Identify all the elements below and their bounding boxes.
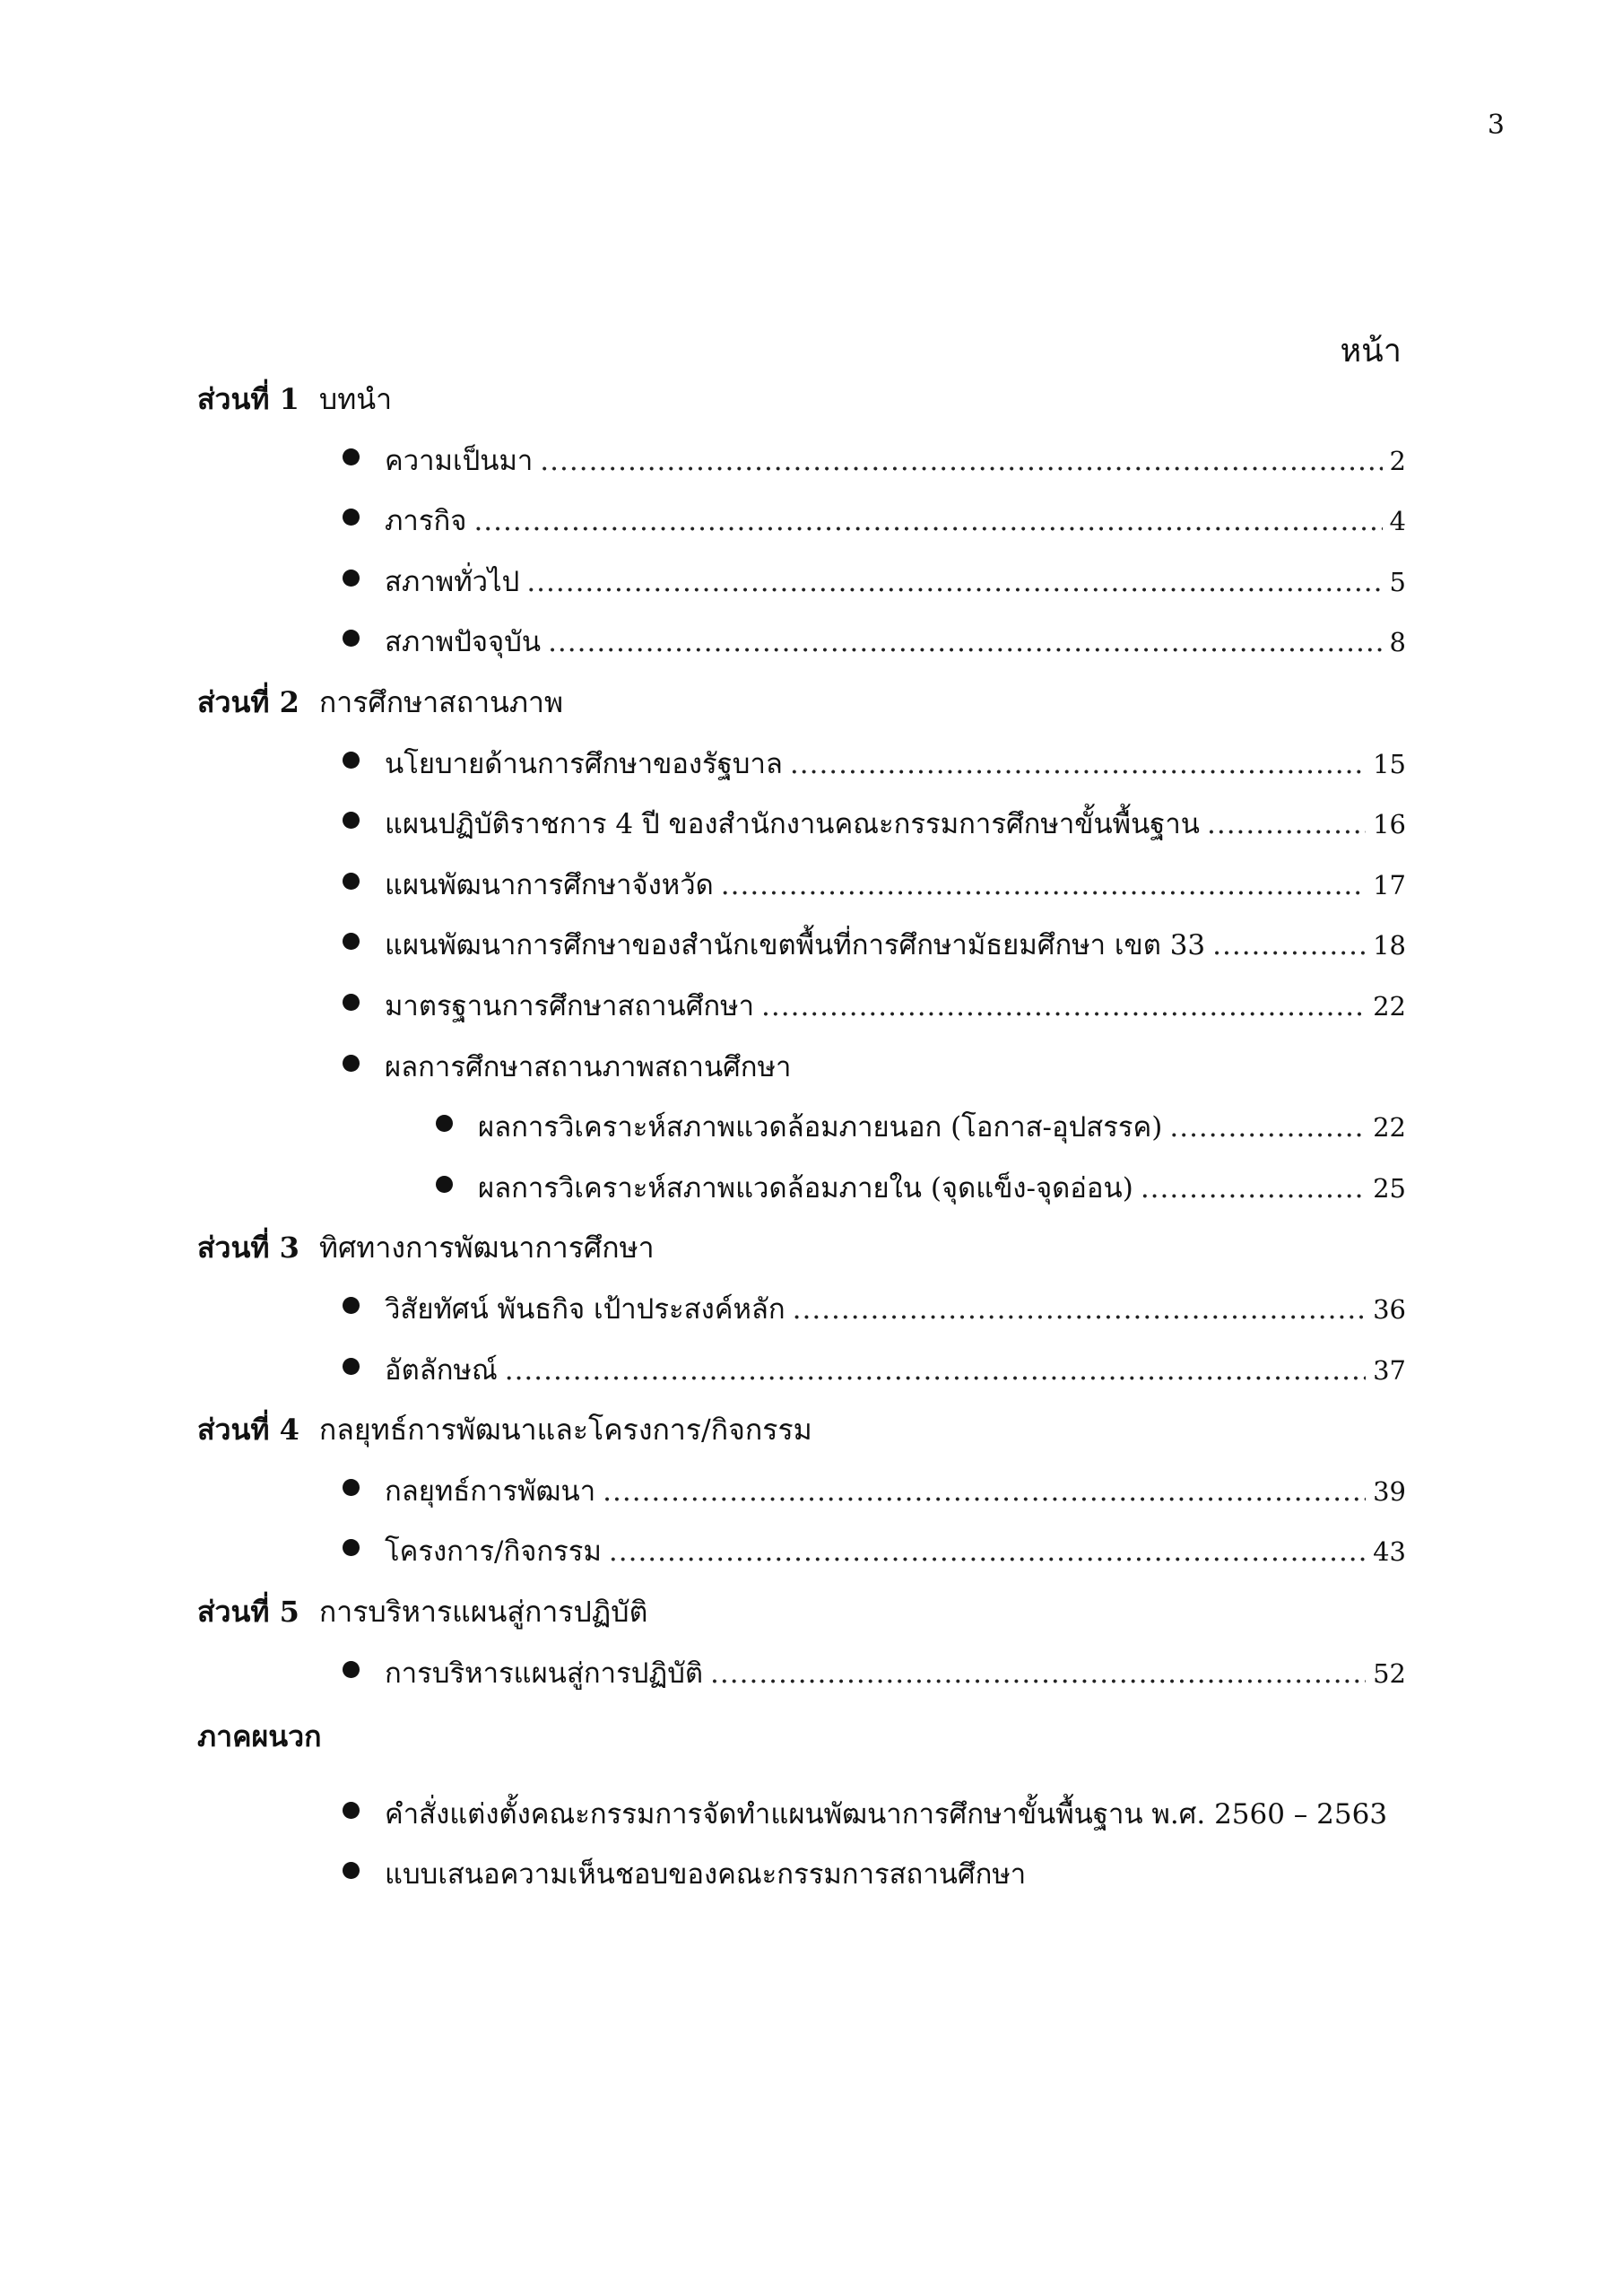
toc-entry-text: สภาพปัจจุบัน: [385, 626, 542, 659]
toc-entry-text: ความเป็นมา: [385, 444, 534, 477]
bullet-icon: [343, 752, 360, 769]
toc-entry-text: อัตลักษณ์: [385, 1353, 498, 1387]
appendix-entry: [343, 1851, 1026, 1896]
dot-leader: [721, 869, 1366, 901]
toc-entry-text: กลยุทธ์การพัฒนา: [385, 1474, 596, 1508]
dot-leader: [505, 1354, 1366, 1387]
bullet-icon: [343, 1661, 360, 1678]
page-column-label: หน้า: [1340, 333, 1402, 370]
toc-entry-text: โครงการ/กิจกรรม: [385, 1535, 602, 1569]
dot-leader: [473, 505, 1382, 537]
toc-entry: [436, 1165, 1406, 1210]
bullet-icon: [343, 448, 360, 465]
toc-entry: [436, 1104, 1406, 1149]
bullet-icon: [343, 994, 360, 1011]
section-number: ส่วนที่ 4: [197, 1413, 299, 1448]
bullet-icon: [343, 812, 360, 829]
toc-page-number: 25: [1373, 1172, 1406, 1204]
toc-page-number: 16: [1373, 809, 1406, 840]
toc-entry: [343, 1528, 1406, 1573]
toc-entry-text: ผลการวิเคราะห์สภาพแวดล้อมภายใน (จุดแข็ง-จุดอ่อน): [478, 1171, 1133, 1205]
toc-page-number: 5: [1389, 566, 1406, 597]
toc-entry-text: มาตรฐานการศึกษาสถานศึกษา: [385, 990, 755, 1022]
dot-leader: [603, 1475, 1366, 1508]
toc-entry: [343, 1650, 1406, 1695]
dot-leader: [1212, 929, 1366, 961]
toc-entry: [343, 498, 1406, 543]
dot-leader: [790, 748, 1366, 780]
dot-leader: [793, 1293, 1366, 1326]
dot-leader: [548, 626, 1382, 658]
toc-entry-text: แผนพัฒนาการศึกษาของสำนักเขตพื้นที่การศึกษามัธยมศึกษา เขต 33: [385, 929, 1206, 962]
toc-page-number: 36: [1373, 1294, 1406, 1325]
bullet-icon: [343, 1802, 360, 1819]
section-title: การศึกษาสถานภาพ: [318, 685, 564, 719]
dot-leader: [540, 445, 1382, 477]
bullet-icon: [343, 1055, 360, 1072]
bullet-icon: [343, 570, 360, 587]
dot-leader: [1207, 808, 1366, 840]
bullet-icon: [436, 1115, 453, 1132]
appendix-heading: ภาคผนวก: [197, 1719, 322, 1754]
toc-page-number: 22: [1373, 991, 1406, 1022]
toc-entry: [343, 438, 1406, 483]
appendix-entry: [343, 1791, 1387, 1836]
section-heading: [197, 377, 392, 422]
bullet-icon: [343, 1479, 360, 1496]
toc-entry: [343, 983, 1406, 1028]
bullet-icon: [343, 1358, 360, 1375]
toc-page-number: 22: [1373, 1112, 1406, 1144]
toc-page-number: 18: [1373, 930, 1406, 961]
dot-leader: [609, 1535, 1366, 1568]
section-title: การบริหารแผนสู่การปฏิบัติ: [318, 1595, 648, 1629]
toc-entry-text: วิสัยทัศน์ พันธกิจ เป้าประสงค์หลัก: [385, 1293, 785, 1326]
bullet-icon: [343, 1539, 360, 1556]
toc-entry-text: นโยบายด้านการศึกษาของรัฐบาล: [385, 747, 783, 780]
section-title: ทิศทางการพัฒนาการศึกษา: [318, 1231, 655, 1265]
toc-entry: [343, 559, 1406, 604]
toc-page-number: 43: [1373, 1536, 1406, 1568]
toc-page-number: 8: [1389, 627, 1406, 658]
toc-page-number: 15: [1373, 748, 1406, 779]
appendix-entry-text: แบบเสนอความเห็นชอบของคณะกรรมการสถานศึกษา: [385, 1858, 1027, 1892]
toc-entry: [343, 801, 1406, 846]
section-heading: [197, 1407, 812, 1453]
toc-entry: [343, 741, 1406, 786]
toc-entry-text: ผลการวิเคราะห์สภาพแวดล้อมภายนอก (โอกาส-อุปสรรค): [478, 1111, 1163, 1144]
toc-entry: [343, 1468, 1406, 1513]
toc-entry-text: แผนพัฒนาการศึกษาจังหวัด: [385, 868, 714, 901]
dot-leader: [526, 566, 1382, 598]
toc-entry: [343, 619, 1406, 664]
toc-entry: [343, 1044, 791, 1089]
section-title: บทนำ: [318, 382, 393, 416]
toc-page-number: 17: [1373, 869, 1406, 900]
section-title: กลยุทธ์การพัฒนาและโครงการ/กิจกรรม: [318, 1413, 812, 1448]
bullet-icon: [343, 1297, 360, 1314]
toc-entry-text: สภาพทั่วไป: [385, 565, 520, 598]
toc-entry-text: ผลการศึกษาสถานภาพสถานศึกษา: [385, 1050, 792, 1083]
toc-page-number: 2: [1389, 445, 1406, 476]
toc-page-number: 39: [1373, 1475, 1406, 1507]
section-number: ส่วนที่ 5: [197, 1595, 299, 1629]
dot-leader: [1169, 1111, 1366, 1144]
toc-entry: [343, 1347, 1406, 1392]
bullet-icon: [343, 873, 360, 890]
toc-entry-text: แผนปฏิบัติราชการ 4 ปี ของสำนักงานคณะกรรมการศึกษาขั้นพื้นฐาน: [385, 808, 1200, 841]
dot-leader: [761, 990, 1366, 1022]
bullet-icon: [436, 1176, 453, 1193]
toc-page-number: 52: [1373, 1657, 1406, 1689]
toc-entry: [343, 922, 1406, 967]
section-heading: [197, 1589, 647, 1635]
toc-page-number: 4: [1389, 506, 1406, 537]
bullet-icon: [343, 933, 360, 950]
toc-entry: [343, 862, 1406, 907]
bullet-icon: [343, 630, 360, 647]
bullet-icon: [343, 509, 360, 526]
section-number: ส่วนที่ 1: [197, 382, 299, 416]
dot-leader: [710, 1657, 1366, 1690]
toc-entry: [343, 1286, 1406, 1331]
section-number: ส่วนที่ 2: [197, 685, 299, 719]
section-heading: [197, 680, 563, 726]
section-number: ส่วนที่ 3: [197, 1231, 299, 1265]
toc-entry-text: การบริหารแผนสู่การปฏิบัติ: [385, 1657, 704, 1690]
dot-leader: [1141, 1172, 1366, 1205]
toc-page-number: 37: [1373, 1354, 1406, 1386]
section-heading: [197, 1225, 655, 1271]
appendix-entry-text: คำสั่งแต่งตั้งคณะกรรมการจัดทำแผนพัฒนาการศึกษาขั้นพื้นฐาน พ.ศ. 2560 – 2563: [385, 1797, 1388, 1831]
toc-entry-text: ภารกิจ: [385, 505, 467, 538]
page-number: 3: [1487, 109, 1505, 141]
bullet-icon: [343, 1862, 360, 1879]
